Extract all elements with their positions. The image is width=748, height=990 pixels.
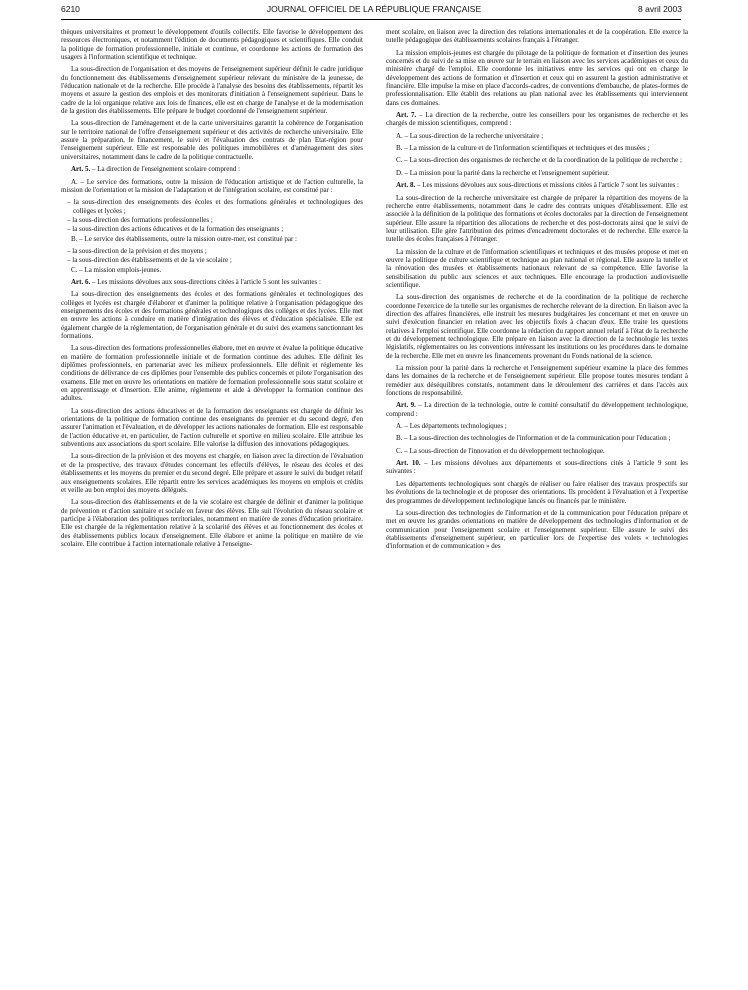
paragraph: B. – La sous-direction des technologies de l'information et de la communication pour l'éducation ;: [396, 434, 671, 443]
article-text: – La direction de la recherche, outre les conseillers pour les organismes de recherche et les chargés de mission scientifiques, comprend :: [386, 111, 688, 128]
paragraph: La sous-direction de la prévision et des moyens est chargée, en liaison avec la direction de l'évaluation et de la prospective, des travaux d'études concernant les effectifs d'élèves, le réseau des écoles et des établissements et les moyens du premier et du second degré. Elle prépare et assure le suivi du budget relatif aux enseignements scolaires. Elle répartit entre les services académiques les moyens en emplois et crédits et veille au bon emploi des moyens délégués.: [61, 452, 363, 494]
article-paragraph: [386, 111, 688, 128]
journal-title: JOURNAL OFFICIEL DE LA RÉPUBLIQUE FRANÇAISE: [266, 4, 482, 14]
paragraph-continued: thèques universitaires et promeut le développement d'outils collectifs. Elle favorise le développement des ressources électroniques, et notamment l'édition de documents pédagogiques et scientifiques. Elle conduit la politique de formation professionnelle, initiale et continue, et coordonne les actions de formation des usagers à l'information scientifique et technique.: [61, 28, 363, 62]
paragraph: La mission pour la parité dans la recherche et l'enseignement supérieur examine la place des femmes dans les domaines de la recherche et de l'enseignement supérieur. Elle propose toutes mesures tendant à remédier aux déséquilibres constatés, notamment dans le déroulement des carrières et dans l'accès aux fonctions de responsabilité.: [386, 364, 688, 398]
article-text: – La direction de l'enseignement scolaire comprend :: [90, 165, 241, 174]
paragraph: La sous-direction des enseignements des écoles et des formations générales et technologiques des collèges et lycées est chargée d'élaborer et d'animer la politique relative à l'organisation pédagogique des enseignements des écoles et des formations générales et technologiques des collèges et des lycées. Elle met en œuvre les actions à conduire en matière d'intégration des élèves et d'éducation spécialisée. Elle est également chargée de la réglementation, de l'organisation générale et du suivi des examens sanctionnant les formations.: [61, 290, 363, 340]
paragraph: C. – La sous-direction des organismes de recherche et de la coordination de la politique de recherche ;: [396, 156, 682, 165]
article-text: – Les missions dévolues aux départements et sous-directions cités à l'article 9 sont les suivantes :: [386, 459, 688, 476]
paragraph: La sous-direction des organismes de recherche et de la coordination de la politique de recherche coordonne l'exercice de la tutelle sur les organismes de recherche relevant de la direction. En liaison avec la direction des affaires financières, elle instruit les mesures budgétaires les concernant et met en œuvre un suivi d'exécution financier en relation avec les objectifs fixés à chacun d'eux. Elle traite les questions relatives à l'emploi scientifique. Elle coordonne la rédaction du rapport annuel relatif à l'état de la recherche et du développement technologique. Elle prépare en liaison avec la direction de la technologie les textes législatifs, réglementaires ou les conventions intéressant les institutions ou les procédures dans le domaine de la recherche. Elle met en œuvre les financements provenant du Fonds national de la science.: [386, 293, 688, 360]
paragraph: La sous-direction de la recherche universitaire est chargée de préparer la répartition des moyens de la recherche entre établissements, notamment dans le cadre des contrats uniques d'établissement. Elle est associée à la définition de la politique des formations et écoles doctorales par la direction de l'enseignement supérieur. Elle assure la répartition des allocations de recherche et des post-doctorats ainsi que le suivi de leur utilisation. Elle gère l'attribution des primes d'encadrement doctorales et de recherche. Elle exerce la tutelle des écoles françaises à l'étranger.: [386, 193, 688, 244]
paragraph: La sous-direction de l'organisation et des moyens de l'enseignement supérieur définit le cadre juridique du fonctionnement des établissements d'enseignement supérieur relevant du ministère de la jeunesse, de l'éducation nationale et de la recherche. Elle procède à l'analyse des besoins des établissements, répartit les moyens et assure la gestion des emplois et des monitorats d'initiation à l'enseignement supérieur. Dans le cadre de la loi organique relative aux lois de finances, elle est en charge de l'analyse et de la modernisation de la gestion des établissements. Elle prépare le budget coordonné de l'enseignement supérieur.: [61, 65, 363, 116]
paragraph: La sous-direction des formations professionnelles élabore, met en œuvre et évalue la politique éducative en matière de formation professionnelle initiale et de formation continue des adultes. Elle définit les diplômes professionnels, en partenariat avec les milieux professionnels. Elle définit et réglemente les conditions de délivrance de ces diplômes pour l'ensemble des publics concernés et pilote l'organisation des examens. Elle met en œuvre les orientations en matière de formation professionnelle sous statut scolaire et en apprentissage et d'insertion. Elle anime, réglemente et aide à développer la formation continue des adultes.: [61, 344, 363, 403]
article-text: – Les missions dévolues aux sous-directions citées à l'article 5 sont les suivantes :: [90, 277, 321, 286]
article-label: Art. 10.: [396, 459, 421, 468]
article-label: Art. 7.: [396, 111, 417, 120]
list-item: – la sous-direction de la prévision et des moyens ;: [67, 246, 207, 255]
article-paragraph: [386, 401, 688, 418]
header-rule: [61, 19, 681, 20]
list-item: – la sous-direction des formations professionnelles ;: [67, 215, 213, 224]
paragraph: La sous-direction de l'aménagement et de la carte universitaires garantit la cohérence de l'organisation sur le territoire national de l'offre d'enseignement supérieur et des activités de recherche universitaire. Elle assure la préparation, le financement, le suivi et l'évaluation des contrats de plan Etat-région pour l'enseignement supérieur. Elle est responsable des politiques immobilières et d'aménagement des sites universitaires, notamment dans le cadre de la politique contractuelle.: [61, 119, 363, 161]
paragraph: C. – La sous-direction de l'innovation et du développement technologique.: [396, 446, 605, 455]
paragraph: La mission emplois-jeunes est chargée du pilotage de la politique de formation et d'insertion des jeunes concernés et du suivi de sa mise en œuvre sur le terrain en liaison avec les services académiques et ceux du ministère chargé de l'emploi. Elle coordonne les initiatives entre les services qui ont en charge le développement des actions de formation et d'insertion et ceux qui en assurent la gestion administrative et financière. Elle impulse la mise en place d'accords-cadres, de conventions d'embauche, de plates-formes de professionnalisation. Elle établit des relations au plan national avec les établissements qui interviennent dans ces domaines.: [386, 48, 688, 107]
page-header: [0, 0, 748, 14]
paragraph: B. – La mission de la culture et de l'information scientifiques et techniques et des musées ;: [396, 144, 650, 153]
paragraph: C. – La mission emplois-jeunes.: [71, 265, 162, 274]
article-label: Art. 6.: [71, 277, 91, 286]
article-label: Art. 5.: [71, 165, 91, 174]
paragraph: La mission de la culture et de l'information scientifiques et techniques et des musées propose et met en œuvre la politique de culture scientifique et technique au plan national et régional. Elle assure la tutelle et la rénovation des musées et établissements nationaux relevant de sa compétence. Elle favorise la sensibilisation du public aux sciences et aux techniques. Elle encourage la production audiovisuelle scientifique.: [386, 247, 688, 289]
publication-date: 8 avril 2003: [638, 4, 682, 14]
article-paragraph: [61, 278, 363, 286]
right-column: [386, 28, 688, 978]
article-paragraph: [61, 165, 363, 173]
paragraph: La sous-direction des technologies de l'information et de la communication pour l'éducation prépare et met en œuvre les grandes orientations en matière de développement des technologies d'information et de communication pour l'enseignement scolaire et l'enseignement supérieur. Elle assure le suivi des établissements d'enseignement supérieur, en particulier lors de l'expertise des volets « technologies d'information et de communication » des: [386, 508, 688, 551]
paragraph: La sous-direction des actions éducatives et de la formation des enseignants est chargée de définir les orientations de la politique de formation continue des enseignants du premier et du second degré, d'en assurer l'animation et l'évaluation, et de développer les actions nationales de formation. Elle est responsable de l'action éducative et, en particulier, de l'action culturelle et sportive en milieu scolaire. Elle attribue les subventions aux associations du sport scolaire. Elle valorise la diffusion des innovations pédagogiques.: [61, 406, 363, 449]
list-item: – la sous-direction des actions éducatives et de la formation des enseignants ;: [67, 225, 284, 234]
paragraph: A. – La sous-direction de la recherche universitaire ;: [396, 131, 544, 140]
list-item: – la sous-direction des enseignements des écoles et des formations générales et technologiques des collèges et lycées ;: [67, 198, 363, 215]
paragraph: La sous-direction des établissements et de la vie scolaire est chargée de définir et d'animer la politique de prévention et d'action sanitaire et sociale en faveur des élèves. Elle suit l'évolution du réseau scolaire et participe à l'élaboration des politiques territoriales, notamment en matière de zones d'éducation prioritaire. Elle est chargée de la réglementation relative à la scolarité des élèves et au fonctionnement des écoles et des établissements publics locaux d'enseignement. Elle élabore et anime la politique en matière de vie scolaire. Elle contribue à l'action internationale relative à l'enseigne-: [61, 498, 363, 548]
article-text: – La direction de la technologie, outre le comité consultatif du développement technologique, comprend :: [386, 401, 688, 418]
left-column: [61, 28, 363, 978]
paragraph: Les départements technologiques sont chargés de réaliser ou faire réaliser des travaux prospectifs sur les évolutions de la technologie et de proposer des orientations. Ils procèdent à l'évaluation et à l'expertise des programmes de développement technologique lancés ou financés par le ministère.: [386, 479, 688, 505]
list-item: – la sous-direction des établissements et de la vie scolaire ;: [67, 256, 232, 265]
paragraph: B. – Le service des établissements, outre la mission outre-mer, est constitué par :: [71, 234, 297, 243]
page-number: 6210: [61, 4, 80, 14]
article-label: Art. 9.: [396, 401, 416, 410]
paragraph: A. – Les départements technologiques ;: [396, 422, 507, 431]
article-text: – Les missions dévolues aux sous-directions et missions citées à l'article 7 sont les suivantes :: [415, 181, 679, 190]
article-paragraph: [386, 181, 688, 189]
article-label: Art. 8.: [396, 181, 416, 190]
article-paragraph: [386, 459, 688, 476]
paragraph-continued: ment scolaire, en liaison avec la direction des relations internationales et de la coopération. Elle exerce la tutelle pédagogique des établissements scolaires français à l'étranger.: [386, 28, 688, 45]
paragraph: D. – La mission pour la parité dans la recherche et l'enseignement supérieur.: [396, 168, 610, 177]
paragraph: A. – Le service des formations, outre la mission de l'éducation artistique et de l'action culturelle, la mission de l'orientation et la mission de l'adaptation et de l'intégration scolaire, est constitué par :: [61, 177, 363, 194]
